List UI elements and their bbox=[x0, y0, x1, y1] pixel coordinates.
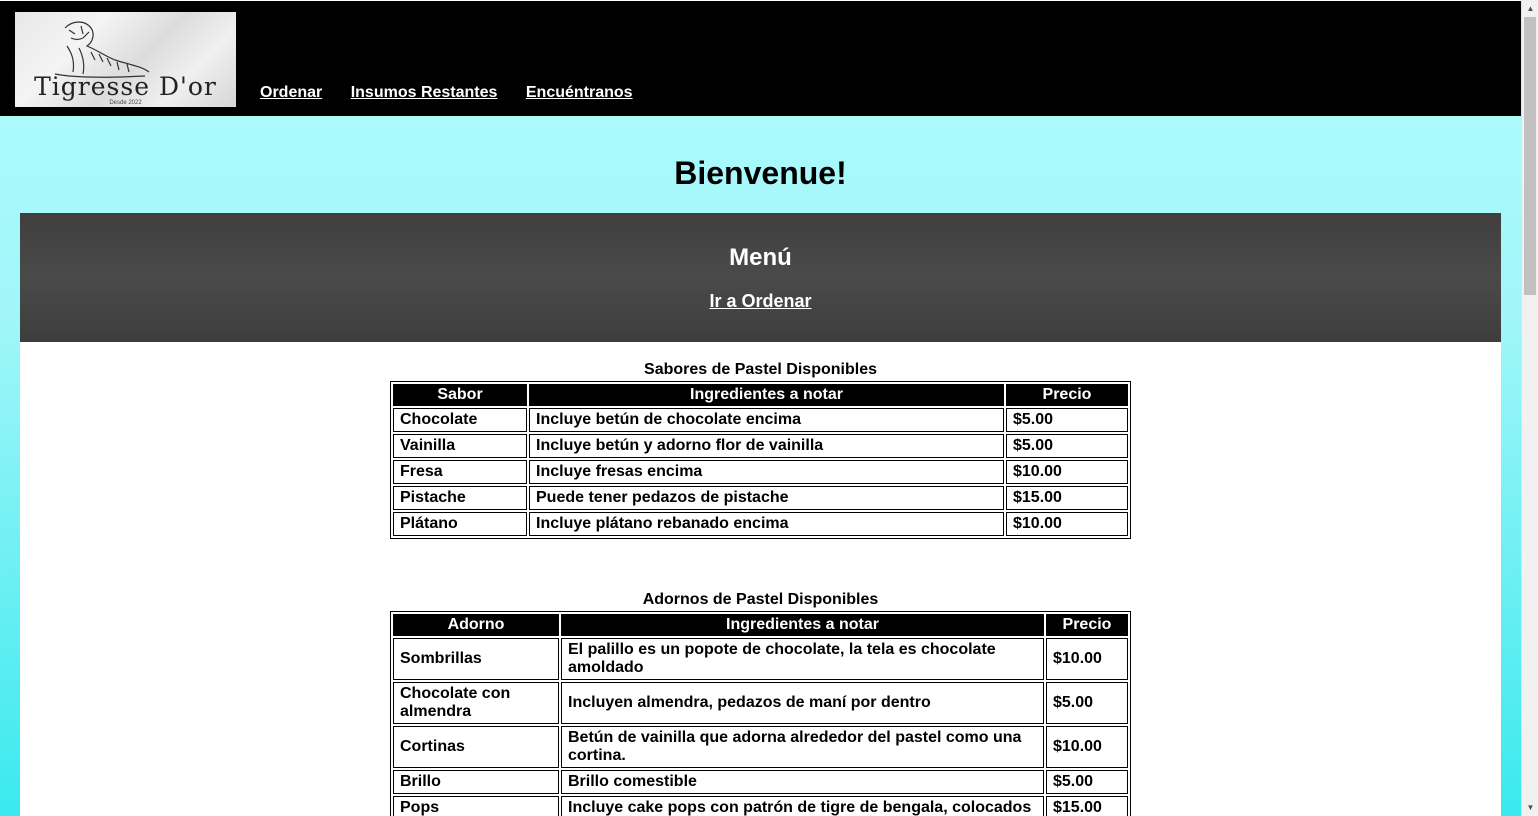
go-to-order-link[interactable]: Ir a Ordenar bbox=[709, 291, 812, 311]
column-header: Ingredientes a notar bbox=[529, 384, 1004, 406]
column-header: Sabor bbox=[393, 384, 527, 406]
logo-title: Tigresse D'or bbox=[34, 72, 217, 101]
table-row bbox=[393, 726, 1128, 768]
logo[interactable] bbox=[15, 12, 236, 107]
table-row bbox=[393, 770, 1128, 794]
menu-header bbox=[20, 213, 1501, 342]
scroll-down-icon[interactable]: ▼ bbox=[1526, 803, 1535, 812]
ingredients-cell: Incluyen almendra, pedazos de maní por dentro bbox=[561, 682, 1044, 724]
ingredients-cell: Puede tener pedazos de pistache bbox=[529, 486, 1004, 510]
price-cell: $5.00 bbox=[1006, 434, 1128, 458]
price-cell: $10.00 bbox=[1006, 512, 1128, 536]
vertical-scrollbar[interactable] bbox=[1521, 0, 1538, 816]
scroll-up-icon[interactable]: ▲ bbox=[1526, 4, 1535, 13]
ingredients-cell: Incluye plátano rebanado encima bbox=[529, 512, 1004, 536]
price-cell: $10.00 bbox=[1046, 638, 1128, 680]
menu-title: Menú bbox=[729, 244, 792, 271]
price-cell: $15.00 bbox=[1006, 486, 1128, 510]
price-cell: $15.00 bbox=[1046, 796, 1128, 816]
table-row bbox=[393, 796, 1128, 816]
ingredients-cell: Incluye fresas encima bbox=[529, 460, 1004, 484]
nav-ordenar[interactable]: Ordenar bbox=[260, 84, 323, 101]
decoration-cell: Brillo bbox=[393, 770, 559, 794]
main-nav bbox=[260, 84, 657, 102]
flavors-table-section bbox=[390, 361, 1131, 539]
price-cell: $5.00 bbox=[1046, 770, 1128, 794]
decorations-caption: Adornos de Pastel Disponibles bbox=[642, 591, 879, 608]
page-title: Bienvenue! bbox=[674, 155, 847, 191]
table-header-row bbox=[393, 384, 1128, 406]
column-header: Adorno bbox=[393, 614, 559, 636]
menu-section bbox=[20, 213, 1501, 816]
ingredients-cell: Incluye betún y adorno flor de vainilla bbox=[529, 434, 1004, 458]
decorations-table-section bbox=[390, 591, 1131, 816]
decoration-cell: Chocolate con almendra bbox=[393, 682, 559, 724]
price-cell: $5.00 bbox=[1006, 408, 1128, 432]
ingredients-cell: Betún de vainilla que adorna alrededor del pastel como una cortina. bbox=[561, 726, 1044, 768]
ingredients-cell: Incluye betún de chocolate encima bbox=[529, 408, 1004, 432]
logo-subtitle: Desde 2022 bbox=[109, 100, 142, 106]
decoration-cell: Pops bbox=[393, 796, 559, 816]
table-row bbox=[393, 682, 1128, 724]
table-row bbox=[393, 460, 1128, 484]
table-row bbox=[393, 434, 1128, 458]
scrollbar-thumb[interactable] bbox=[1524, 17, 1536, 295]
decorations-table bbox=[390, 611, 1131, 816]
flavor-cell: Plátano bbox=[393, 512, 527, 536]
price-cell: $10.00 bbox=[1006, 460, 1128, 484]
flavors-caption: Sabores de Pastel Disponibles bbox=[644, 361, 877, 378]
decoration-cell: Cortinas bbox=[393, 726, 559, 768]
price-cell: $5.00 bbox=[1046, 682, 1128, 724]
table-row bbox=[393, 638, 1128, 680]
column-header: Ingredientes a notar bbox=[561, 614, 1044, 636]
flavors-table bbox=[390, 381, 1131, 539]
flavor-cell: Vainilla bbox=[393, 434, 527, 458]
table-row bbox=[393, 408, 1128, 432]
column-header: Precio bbox=[1006, 384, 1128, 406]
table-row bbox=[393, 512, 1128, 536]
nav-insumos-restantes[interactable]: Insumos Restantes bbox=[350, 84, 498, 101]
table-header-row bbox=[393, 614, 1128, 636]
decoration-cell: Sombrillas bbox=[393, 638, 559, 680]
ingredients-cell: Brillo comestible bbox=[561, 770, 1044, 794]
column-header: Precio bbox=[1046, 614, 1128, 636]
flavor-cell: Fresa bbox=[393, 460, 527, 484]
flavor-cell: Pistache bbox=[393, 486, 527, 510]
ingredients-cell: El palillo es un popote de chocolate, la tela es chocolate amoldado bbox=[561, 638, 1044, 680]
flavor-cell: Chocolate bbox=[393, 408, 527, 432]
nav-encuentranos[interactable]: Encuéntranos bbox=[525, 84, 633, 101]
table-row bbox=[393, 486, 1128, 510]
ingredients-cell: Incluye cake pops con patrón de tigre de bengala, colocados bbox=[561, 796, 1044, 816]
price-cell: $10.00 bbox=[1046, 726, 1128, 768]
site-header bbox=[0, 0, 1521, 116]
